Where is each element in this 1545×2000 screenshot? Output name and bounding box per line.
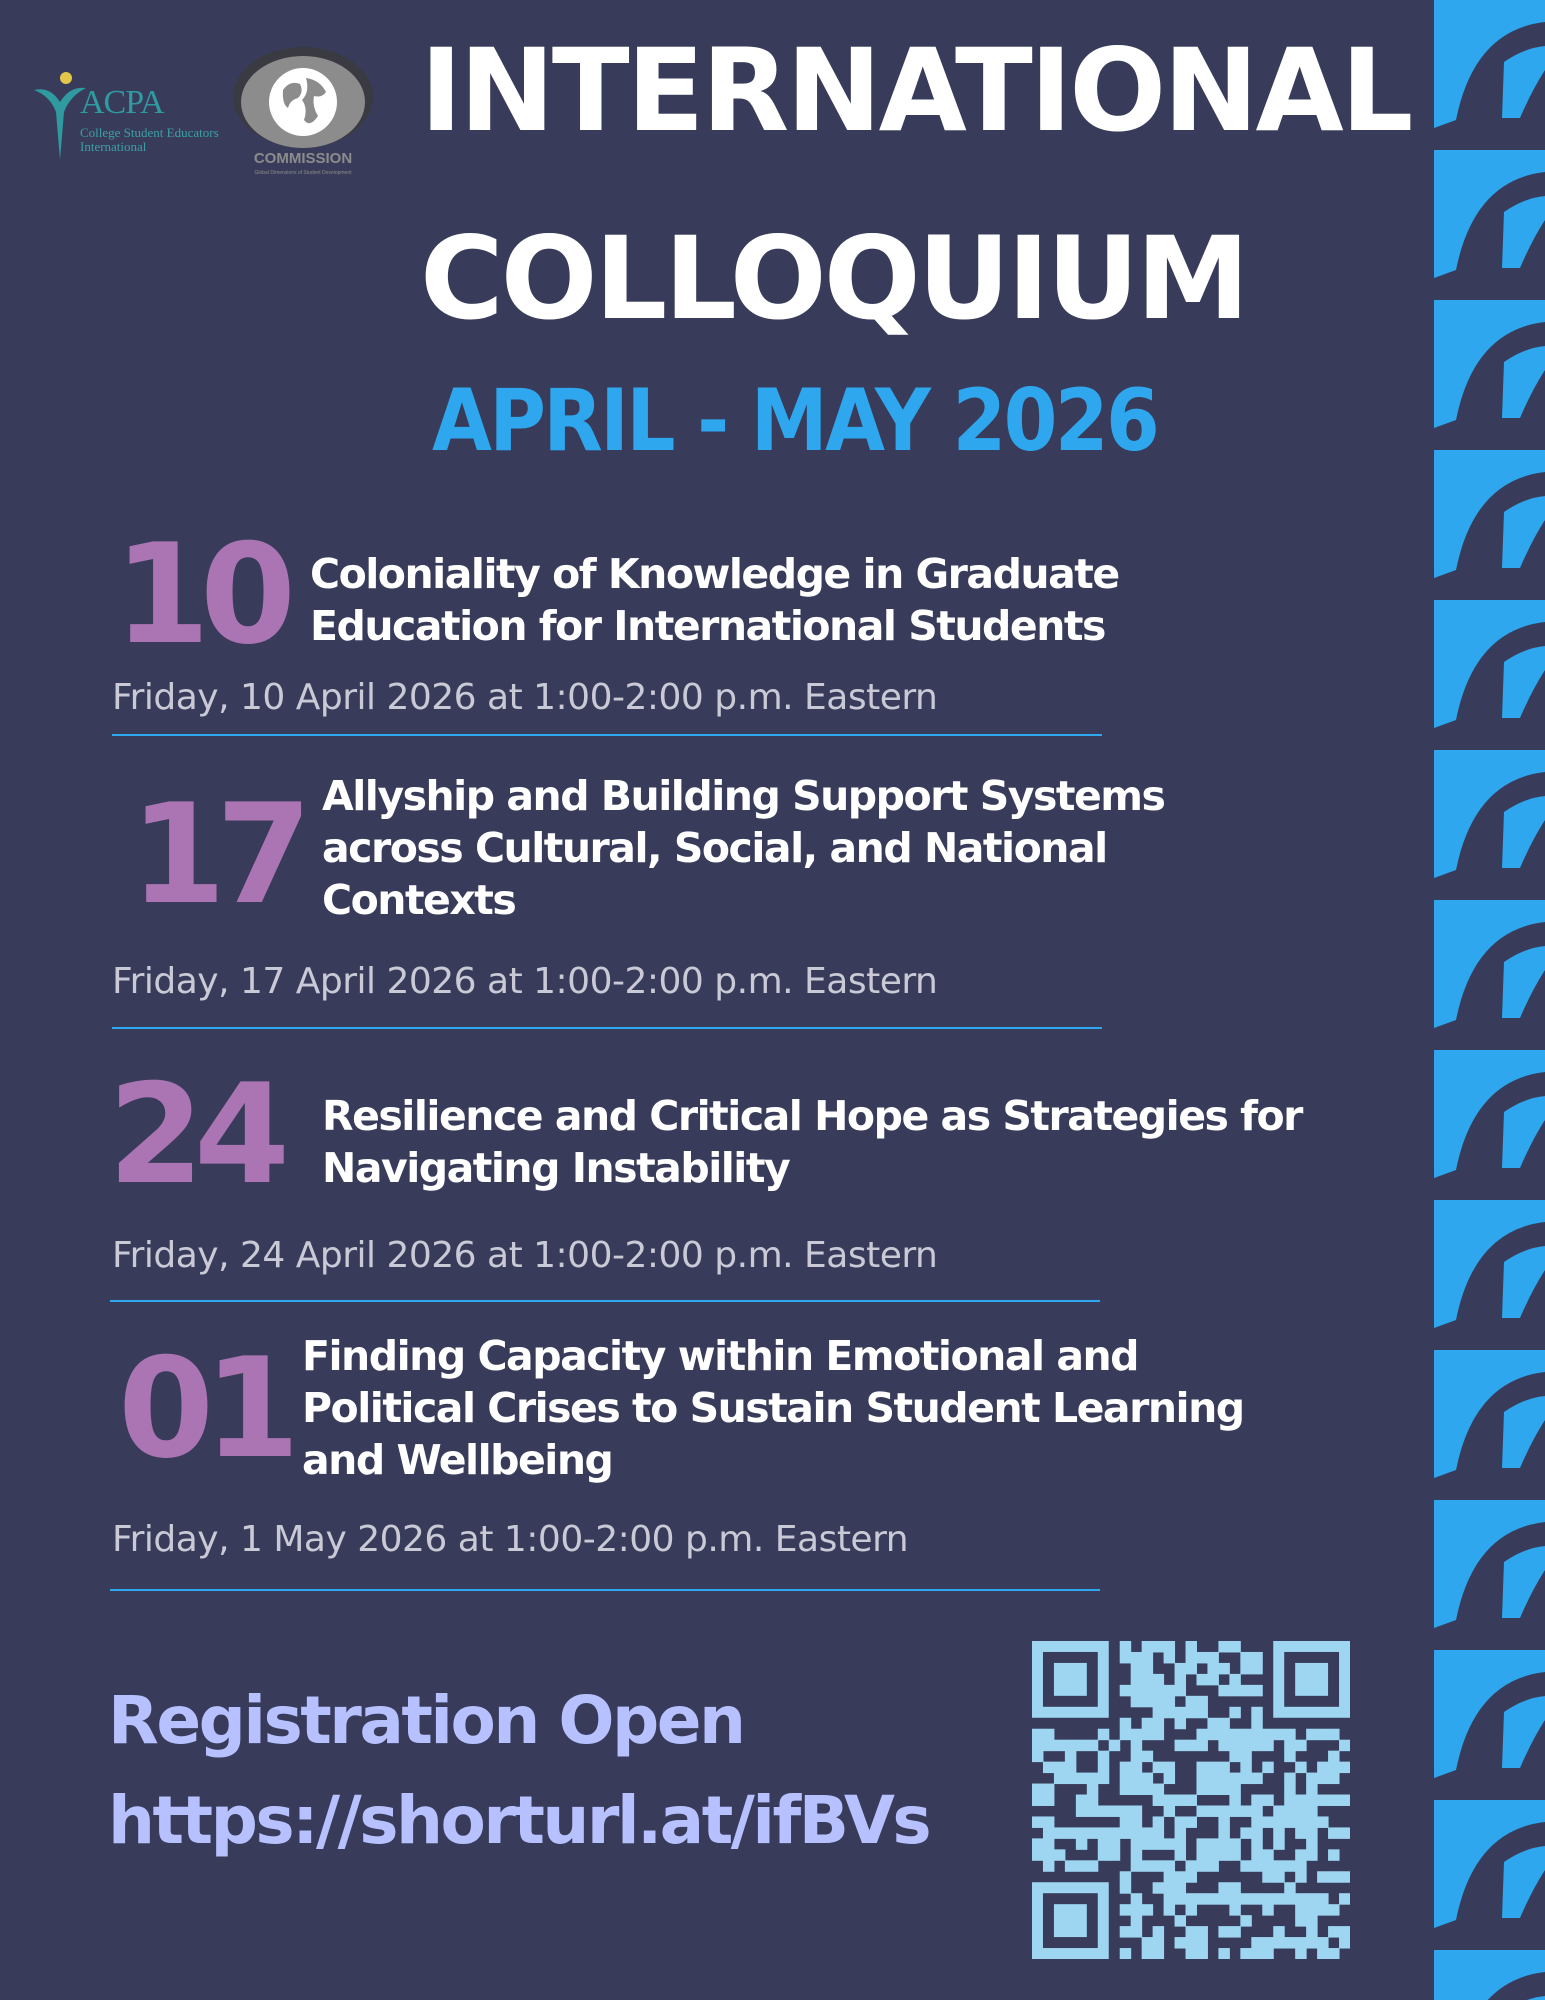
commission-label: COMMISSION — [253, 150, 353, 167]
session-3-date: Friday, 24 April 2026 at 1:00-2:00 p.m. Eastern — [112, 1235, 938, 1276]
session-3-title-line-2: Navigating Instability — [322, 1144, 790, 1192]
session-2-title-line-2: across Cultural, Social, and National — [322, 824, 1107, 872]
session-3-day: 24 — [108, 1054, 281, 1215]
acpa-tagline: College Student Educators International — [80, 125, 219, 154]
session-3-title — [322, 1090, 1302, 1194]
session-4-day: 01 — [118, 1328, 291, 1489]
session-2-title-line-1: Allyship and Building Support Systems — [322, 772, 1165, 820]
session-4-date: Friday, 1 May 2026 at 1:00-2:00 p.m. Eastern — [112, 1519, 909, 1560]
session-4-title-line-3: and Wellbeing — [302, 1436, 613, 1484]
session-3-title-line-1: Resilience and Critical Hope as Strategies for — [322, 1092, 1302, 1140]
session-1-day: 10 — [114, 514, 287, 675]
divider-2 — [112, 1027, 1102, 1029]
session-1-title-line-1: Coloniality of Knowledge in Graduate — [310, 550, 1119, 598]
divider-4 — [110, 1589, 1100, 1591]
registration-label: Registration Open — [108, 1682, 744, 1759]
acpa-wordmark: ACPA — [80, 84, 164, 121]
session-4-title — [302, 1330, 1244, 1486]
session-2-title-line-3: Contexts — [322, 876, 516, 924]
session-4-title-line-1: Finding Capacity within Emotional and — [302, 1332, 1139, 1380]
session-2-day: 17 — [130, 774, 303, 935]
page-subtitle: APRIL - MAY 2026 — [432, 371, 1158, 471]
commission-sublabel: Global Dimensions of Student Development — [254, 170, 352, 176]
wave-pattern-decoration — [1434, 0, 1545, 2000]
session-1-title — [310, 548, 1119, 652]
session-4-title-line-2: Political Crises to Sustain Student Learning — [302, 1384, 1244, 1432]
commission-logo — [228, 42, 378, 182]
page-title-line-2: COLLOQUIUM — [420, 212, 1247, 345]
session-2-title — [322, 770, 1164, 926]
session-1-title-line-2: Education for International Students — [310, 602, 1105, 650]
globe-icon — [228, 42, 378, 152]
divider-1 — [112, 734, 1102, 736]
registration-link[interactable]: https://shorturl.at/ifBVs — [108, 1782, 930, 1859]
session-1-date: Friday, 10 April 2026 at 1:00-2:00 p.m. Eastern — [112, 677, 938, 718]
acpa-logo — [30, 68, 220, 168]
divider-3 — [110, 1300, 1100, 1302]
page-title-line-1: INTERNATIONAL — [420, 24, 1411, 157]
session-2-date: Friday, 17 April 2026 at 1:00-2:00 p.m. Eastern — [112, 961, 938, 1002]
qr-code-icon[interactable] — [1032, 1641, 1350, 1959]
